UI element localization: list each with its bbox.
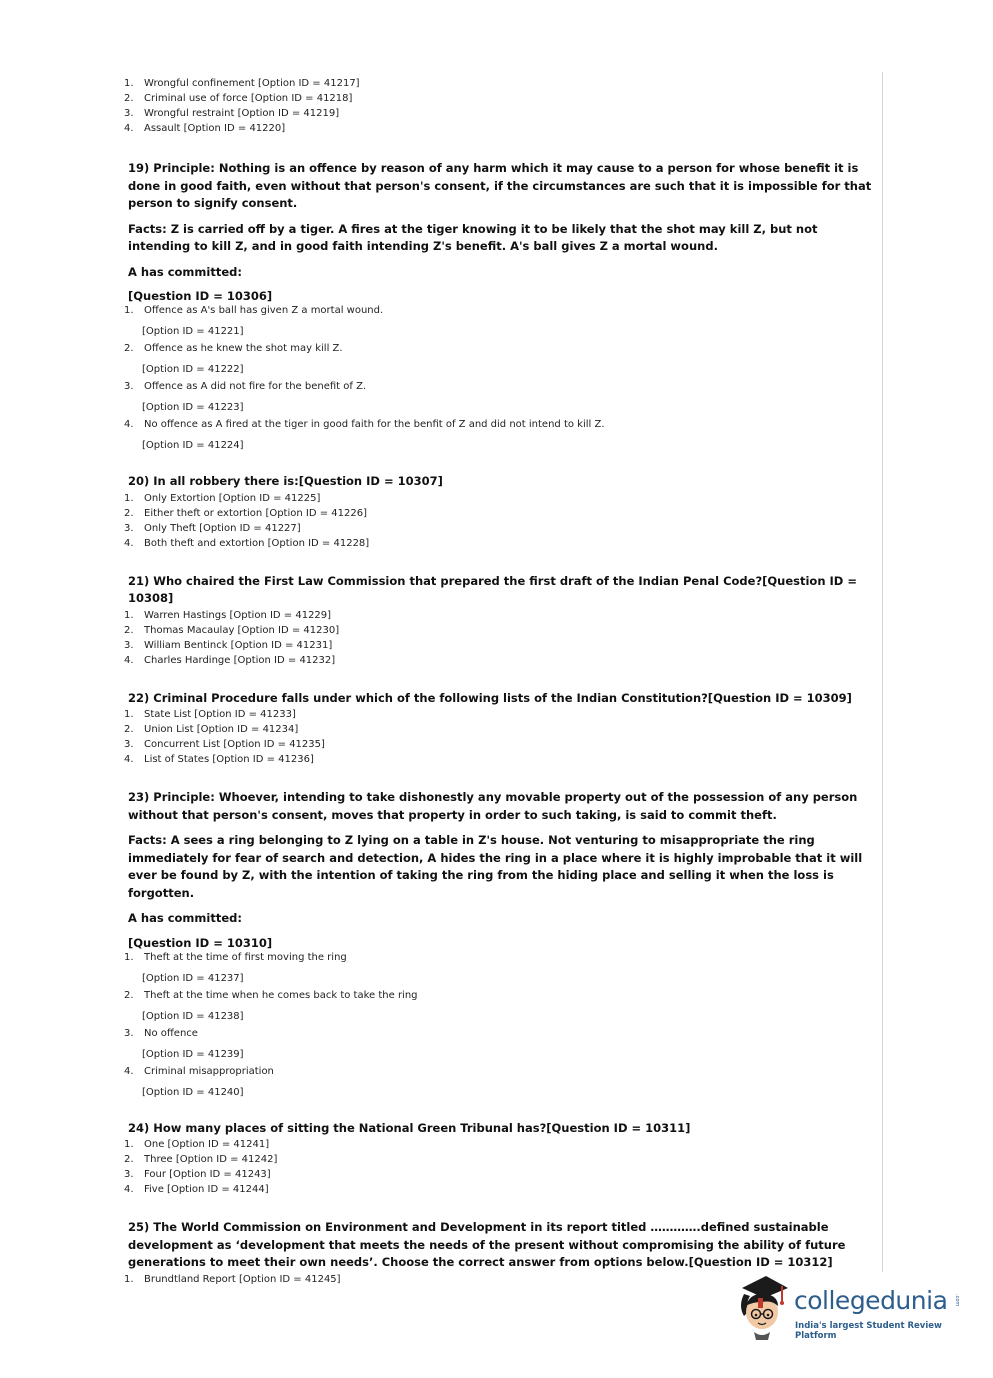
list-item: 2. Either theft or extortion [Option ID = 41226] <box>124 507 367 519</box>
question-options <box>124 608 874 668</box>
list-item: 2. Theft at the time when he comes back to take the ring [Option ID = 41238] <box>124 989 418 1022</box>
list-item: 4. Assault [Option ID = 41220] <box>124 123 286 134</box>
list-item: 2. Offence as he knew the shot may kill Z. [Option ID = 41222] <box>124 343 343 375</box>
list-item: 3. Wrongful restraint [Option ID = 41219] <box>124 108 340 119</box>
mascot-icon <box>732 1272 792 1344</box>
list-item: 1. State List [Option ID = 41233] <box>124 709 296 720</box>
list-item: 2. Three [Option ID = 41242] <box>124 1154 278 1165</box>
list-item: 3. William Bentinck [Option ID = 41231] <box>124 639 333 651</box>
list-item: 1. Only Extortion [Option ID = 41225] <box>124 492 321 504</box>
list-item: 1. Wrongful confinement [Option ID = 41217] <box>124 78 360 89</box>
list-item: 1. One [Option ID = 41241] <box>124 1139 270 1150</box>
list-item: 3. No offence [Option ID = 41239] <box>124 1027 244 1060</box>
logo-suffix: .com <box>954 1294 960 1307</box>
list-item: 4. Charles Hardinge [Option ID = 41232] <box>124 654 336 666</box>
question-options <box>124 707 874 767</box>
list-item: 1. Theft at the time of first moving the ring [Option ID = 41237] <box>124 951 347 984</box>
question-options <box>124 303 874 453</box>
question-text: 23) Principle: Whoever, intending to take dishonestly any movable property out of the possession of any person without that person's consent, moves that property in order to such taking, is said to commit theft. <box>128 790 858 822</box>
question-21 <box>124 573 874 668</box>
question-paper <box>124 76 874 1287</box>
list-item: 2. Criminal use of force [Option ID = 41218] <box>124 93 353 104</box>
logo-tagline: India's largest Student Review Platform <box>795 1321 942 1341</box>
question-options <box>124 950 874 1100</box>
list-item: 3. Concurrent List [Option ID = 41235] <box>124 739 325 750</box>
question-options <box>124 491 874 551</box>
list-item: 4. No offence as A fired at the tiger in good faith for the benfit of Z and did not intend to kill Z. [Option ID = 41224] <box>124 419 605 451</box>
question-19 <box>124 160 874 453</box>
list-item: 3. Offence as A did not fire for the benefit of Z. [Option ID = 41223] <box>124 381 367 413</box>
question-22 <box>124 690 874 768</box>
list-item: 1. Offence as A's ball has given Z a mortal wound. [Option ID = 41221] <box>124 305 384 337</box>
question-id: [Question ID = 10310] <box>128 935 273 950</box>
q18-options <box>124 76 874 136</box>
list-item: 4. Criminal misappropriation [Option ID = 41240] <box>124 1065 274 1098</box>
logo-wordmark: collegedunia <box>794 1286 948 1315</box>
question-23 <box>124 789 874 1100</box>
list-item: 4. Both theft and extortion [Option ID = 41228] <box>124 537 370 549</box>
list-item: 4. Five [Option ID = 41244] <box>124 1184 269 1195</box>
list-item: 4. List of States [Option ID = 41236] <box>124 754 314 765</box>
question-text: 21) Who chaired the First Law Commission that prepared the first draft of the Indian Penal Code?[Question ID = 10308] <box>128 573 857 605</box>
question-text: 19) Principle: Nothing is an offence by reason of any harm which it may cause to a person for whose benefit it is done in good faith, even without that person's consent, if the circumstances are such that it is impossible for that person to signify consent. <box>128 161 872 210</box>
list-item: 1. Brundtland Report [Option ID = 41245] <box>124 1273 341 1285</box>
list-item: 3. Only Theft [Option ID = 41227] <box>124 522 301 534</box>
question-text: 20) In all robbery there is:[Question ID = 10307] <box>128 474 443 488</box>
question-ask: A has committed: <box>128 264 242 279</box>
page-border-line <box>882 72 883 1272</box>
question-text: 22) Criminal Procedure falls under which of the following lists of the Indian Constitution?[Question ID = 10309] <box>128 690 852 705</box>
question-options <box>124 1137 874 1197</box>
question-facts: Facts: Z is carried off by a tiger. A fires at the tiger knowing it to be likely that the shot may kill Z, but not intending to kill Z, and in good faith intending Z's benefit. A's ball gives Z a mortal wound. <box>128 221 818 253</box>
question-id: [Question ID = 10306] <box>128 289 273 303</box>
collegedunia-logo[interactable] <box>732 1272 962 1344</box>
question-text: 25) The World Commission on Environment and Development in its report titled ………….defined sustainable development as ‘development that meets the needs of the present without compromising the ability of future generations to meet their own needs’. Choose the correct answer from options below.[Question ID = 10312] <box>128 1220 846 1269</box>
list-item: 3. Four [Option ID = 41243] <box>124 1169 271 1180</box>
list-item: 1. Warren Hastings [Option ID = 41229] <box>124 609 332 621</box>
question-20 <box>124 473 874 551</box>
question-ask: A has committed: <box>128 911 242 925</box>
question-24 <box>124 1120 874 1198</box>
list-item: 2. Thomas Macaulay [Option ID = 41230] <box>124 624 340 636</box>
list-item: 2. Union List [Option ID = 41234] <box>124 724 299 735</box>
question-text: 24) How many places of sitting the National Green Tribunal has?[Question ID = 10311] <box>128 1120 691 1135</box>
question-facts: Facts: A sees a ring belonging to Z lying on a table in Z's house. Not venturing to misappropriate the ring immediately for fear of search and detection, A hides the ring in a place where it is highly improbable that it will ever be found by Z, with the intention of taking the ring from the hiding place and selling it when the loss is forgotten. <box>128 833 863 900</box>
